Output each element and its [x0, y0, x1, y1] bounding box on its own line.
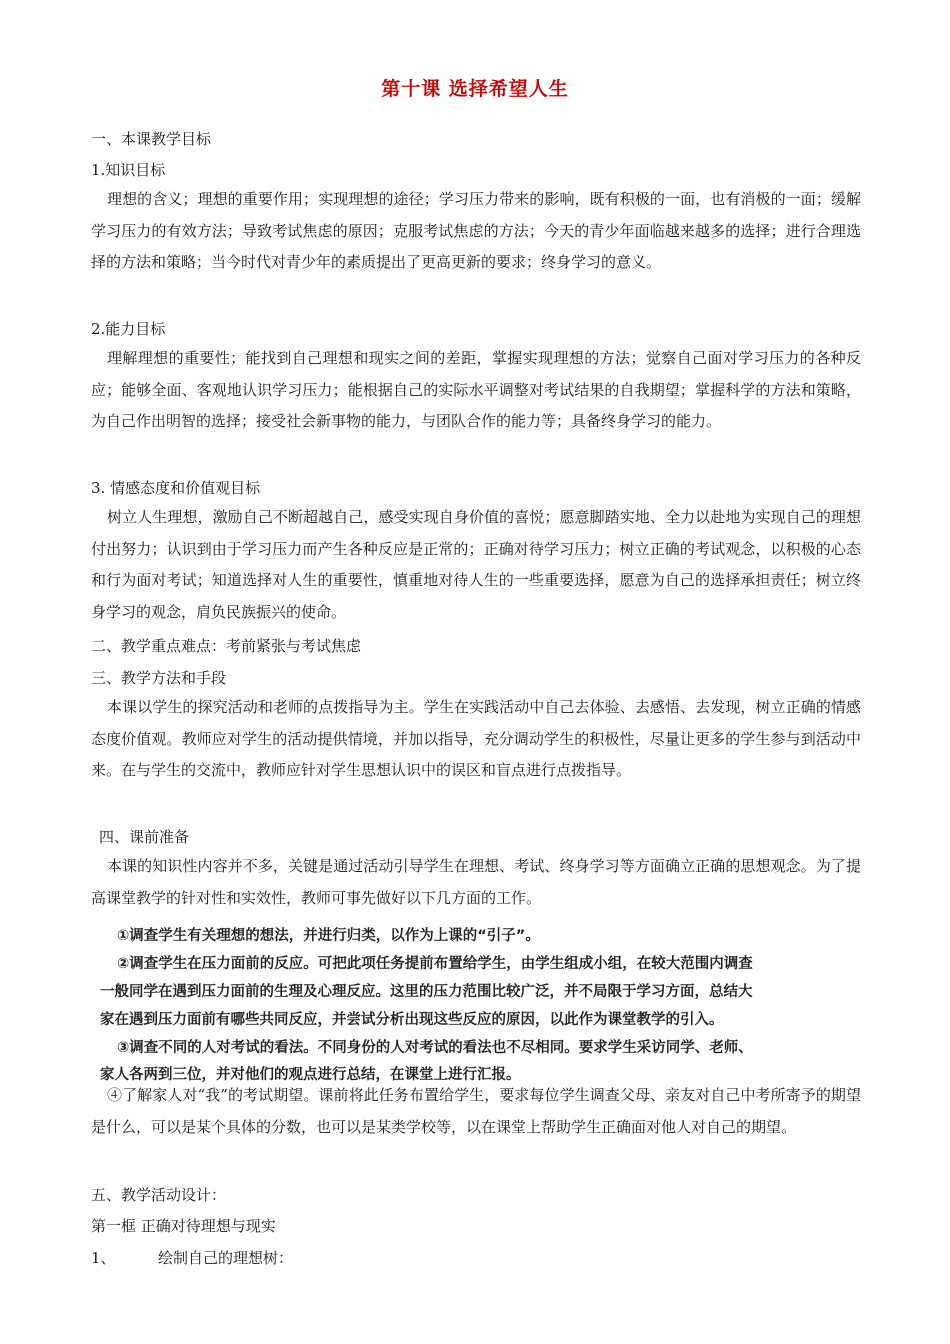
document-title: 第十课 选择希望人生: [381, 78, 569, 100]
prep-item-2-line-3: 家在遇到压力面前有哪些共同反应，并尝试分析出现这些反应的原因，以此作为课堂教学的引入。: [100, 1012, 724, 1028]
paragraph-methods: 本课以学生的探究活动和老师的点拨指导为主。学生在实践活动中自己去体验、去感悟、去发现，树立正确的情感态度价值观。教师应对学生的活动提供情境，并加以指导，充分调动学生的积极性，尽量让更多的学生参与到活动中来。在与学生的交流中，教师应针对学生思想认识中的误区和盲点进行点拨指导。: [91, 698, 861, 780]
section-heading-1: 一、本课教学目标: [91, 130, 212, 148]
section-heading-2: 二、教学重点难点：考前紧张与考试焦虑: [91, 637, 362, 655]
prep-item-4: ④了解家人对“我”的考试期望。课前将此任务布置给学生，要求每位学生调查父母、亲友对自己中考所寄予的期望是什么，可以是某个具体的分数，也可以是某类学校等，以在课堂上帮助学生正确面对他人对自己的期望。: [91, 1086, 861, 1136]
subheading-values: 3. 情感态度和价值观目标: [91, 479, 261, 497]
prep-item-1: ①调查学生有关理想的想法，并进行归类，以作为上课的“引子”。: [117, 928, 540, 944]
section-heading-3: 三、教学方法和手段: [91, 669, 227, 687]
prep-item-2-line-2: 一般同学在遇到压力面前的生理及心理反应。这里的压力范围比较广泛，并不局限于学习方面，总结大: [100, 984, 753, 1000]
prep-item-3-line-1: ③调查不同的人对考试的看法。不同身份的人对考试的看法也不尽相同。要求学生采访同学、老师、: [117, 1040, 753, 1056]
list-item-text: 绘制自己的理想树：: [158, 1249, 294, 1267]
section-heading-4: 四、课前准备: [99, 828, 190, 846]
section-heading-5: 五、教学活动设计：: [91, 1186, 227, 1204]
paragraph-values: 树立人生理想，激励自己不断超越自己，感受实现自身价值的喜悦；愿意脚踏实地、全力以赴地为实现自己的理想付出努力；认识到由于学习压力而产生各种反应是正常的；正确对待学习压力；树立正确的考试观念，以积极的心态和行为面对考试；知道选择对人生的重要性，慎重地对待人生的一些重要选择，愿意为自己的选择承担责任；树立终身学习的观念，肩负民族振兴的使命。: [91, 508, 861, 622]
paragraph-knowledge: 理想的含义；理想的重要作用；实现理想的途径；学习压力带来的影响，既有积极的一面，也有消极的一面；缓解学习压力的有效方法；导致考试焦虑的原因；克服考试焦虑的方法；今天的青少年面临越来越多的选择；进行合理选择的方法和策略；当今时代对青少年的素质提出了更高更新的要求；终身学习的意义。: [91, 190, 861, 272]
list-item-number: 1、: [91, 1249, 116, 1267]
subheading-ability: 2.能力目标: [91, 320, 166, 338]
subheading-frame-1: 第一框 正确对待理想与现实: [91, 1217, 276, 1235]
paragraph-ability: 理解理想的重要性；能找到自己理想和现实之间的差距，掌握实现理想的方法；觉察自己面对学习压力的各种反应；能够全面、客观地认识学习压力；能根据自己的实际水平调整对考试结果的自我期望；掌握科学的方法和策略，为自己作出明智的选择；接受社会新事物的能力，与团队合作的能力等；具备终身学习的能力。: [91, 349, 861, 431]
prep-item-3-line-2: 家人各两到三位，并对他们的观点进行总结，在课堂上进行汇报。: [100, 1067, 521, 1083]
paragraph-preparation: 本课的知识性内容并不多，关键是通过活动引导学生在理想、考试、终身学习等方面确立正确的思想观念。为了提高课堂教学的针对性和实效性，教师可事先做好以下几方面的工作。: [91, 857, 861, 907]
prep-item-2-line-1: ②调查学生在压力面前的反应。可把此项任务提前布置给学生，由学生组成小组，在较大范围内调查: [117, 956, 753, 972]
subheading-knowledge: 1.知识目标: [91, 161, 166, 179]
